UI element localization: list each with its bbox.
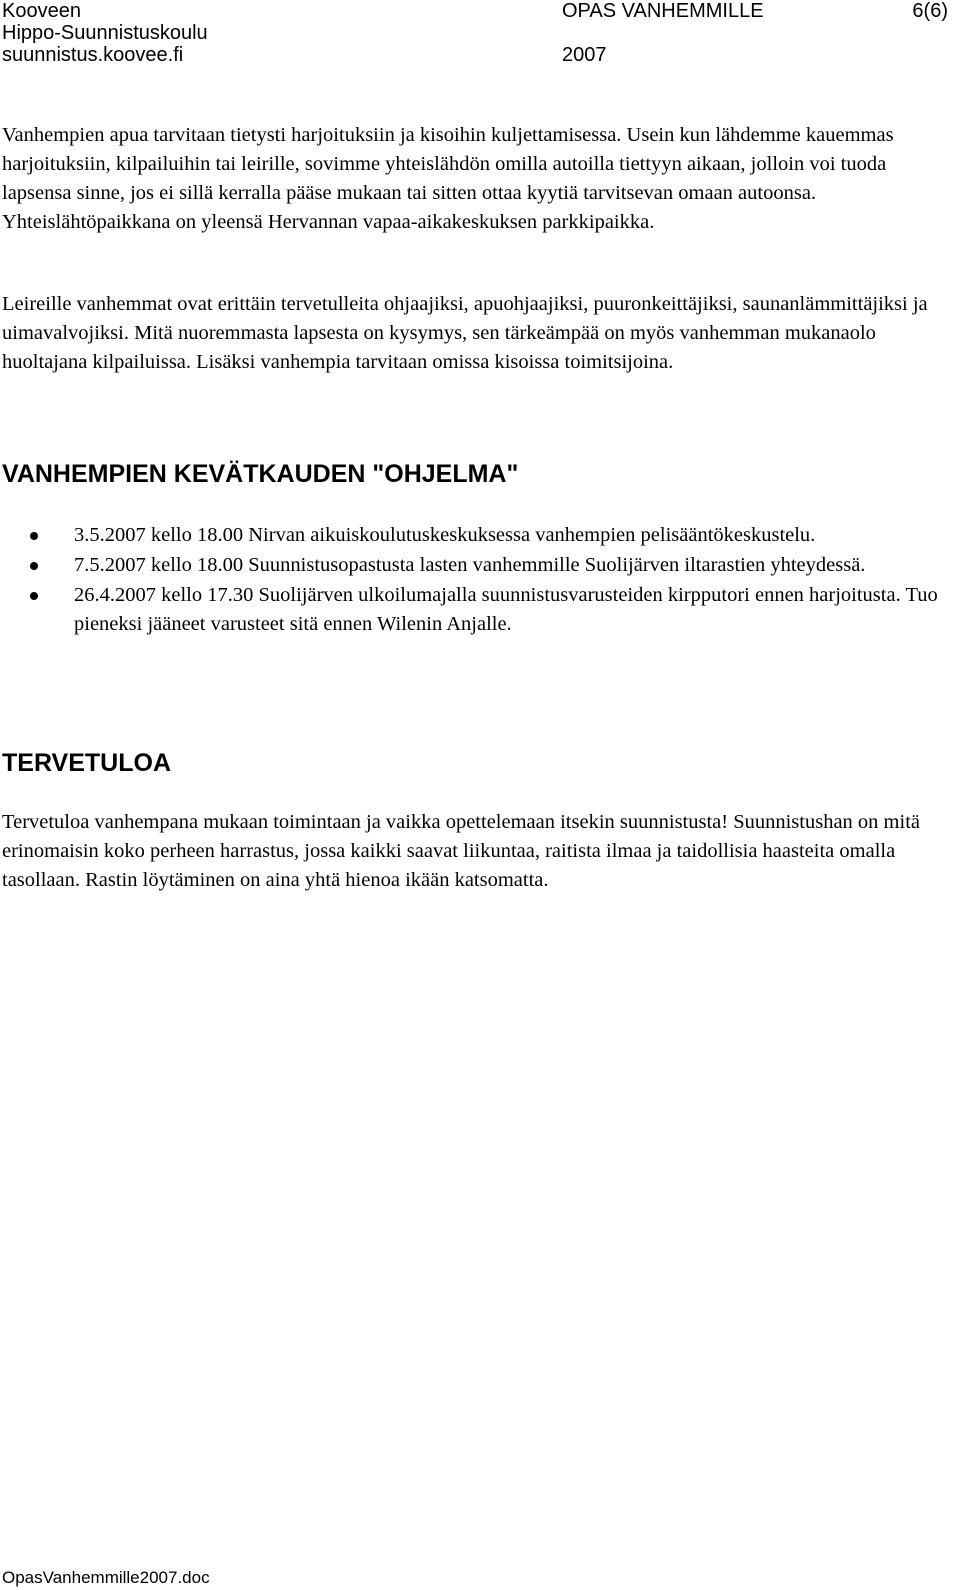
list-item xyxy=(0,581,950,639)
footer-filename: OpasVanhemmille2007.doc xyxy=(2,1568,210,1587)
header-page-number: 6(6) xyxy=(912,0,948,22)
header-year: 2007 xyxy=(562,44,607,66)
section-heading-program: VANHEMPIEN KEVÄTKAUDEN "OHJELMA" xyxy=(2,460,519,488)
list-item-text: 26.4.2007 kello 17.30 Suolijärven ulkoilumajalla suunnistusvarusteiden kirpputori ennen harjoitusta. Tuo pieneksi jääneet varusteet sitä ennen Wilenin Anjalle. xyxy=(74,584,938,635)
header-website: suunnistus.koovee.fi xyxy=(2,44,184,66)
program-list xyxy=(0,521,950,640)
bullet-icon xyxy=(30,592,38,600)
bullet-icon xyxy=(30,532,38,540)
list-item-text: 7.5.2007 kello 18.00 Suunnistusopastusta lasten vanhemmille Suolijärven iltarastien yhteydessä. xyxy=(74,554,866,576)
bullet-icon xyxy=(30,562,38,570)
header-doc-title: OPAS VANHEMMILLE xyxy=(562,0,764,22)
paragraph-transport: Vanhempien apua tarvitaan tietysti harjoituksiin ja kisoihin kuljettamisessa. Usein kun lähdemme kauemmas harjoituksiin, kilpailuihin tai leirille, sovimme yhteislähdön omilla autoilla tiettyyn aikaan, jolloin voi tuoda lapsensa sinne, jos ei sillä kerralla pääse mukaan tai sitten ottaa kyytiä tarvitsevan omaan autoonsa. Yhteislähtöpaikkana on yleensä Hervannan vapaa-aikakeskuksen parkkipaikka. xyxy=(2,124,894,233)
header-school-name: Hippo-Suunnistuskoulu xyxy=(2,22,208,44)
list-item xyxy=(0,551,950,580)
list-item-text: 3.5.2007 kello 18.00 Nirvan aikuiskoulutuskeskuksessa vanhempien pelisääntökeskustelu. xyxy=(74,524,816,546)
header-organization xyxy=(2,0,208,66)
section-heading-welcome: TERVETULOA xyxy=(2,749,171,777)
list-item xyxy=(0,521,950,550)
paragraph-welcome: Tervetuloa vanhempana mukaan toimintaan ja vaikka opettelemaan itsekin suunnistusta! Suunnistushan on mitä erinomaisin koko perheen harrastus, jossa kaikki saavat liikuntaa, raitista ilmaa ja taidollisia haasteita omalla tasollaan. Rastin löytäminen on aina yhtä hienoa ikään katsomatta. xyxy=(2,811,920,891)
header-document-info xyxy=(562,0,764,66)
header-org-name: Kooveen xyxy=(2,0,81,22)
paragraph-camps: Leireille vanhemmat ovat erittäin tervetulleita ohjaajiksi, apuohjaajiksi, puuronkeittäjiksi, saunanlämmittäjiksi ja uimavalvojiksi. Mitä nuoremmasta lapsesta on kysymys, sen tärkeämpää on myös vanhemman mukanaolo huoltajana kilpailuissa. Lisäksi vanhempia tarvitaan omissa kisoissa toimitsijoina. xyxy=(2,293,928,373)
